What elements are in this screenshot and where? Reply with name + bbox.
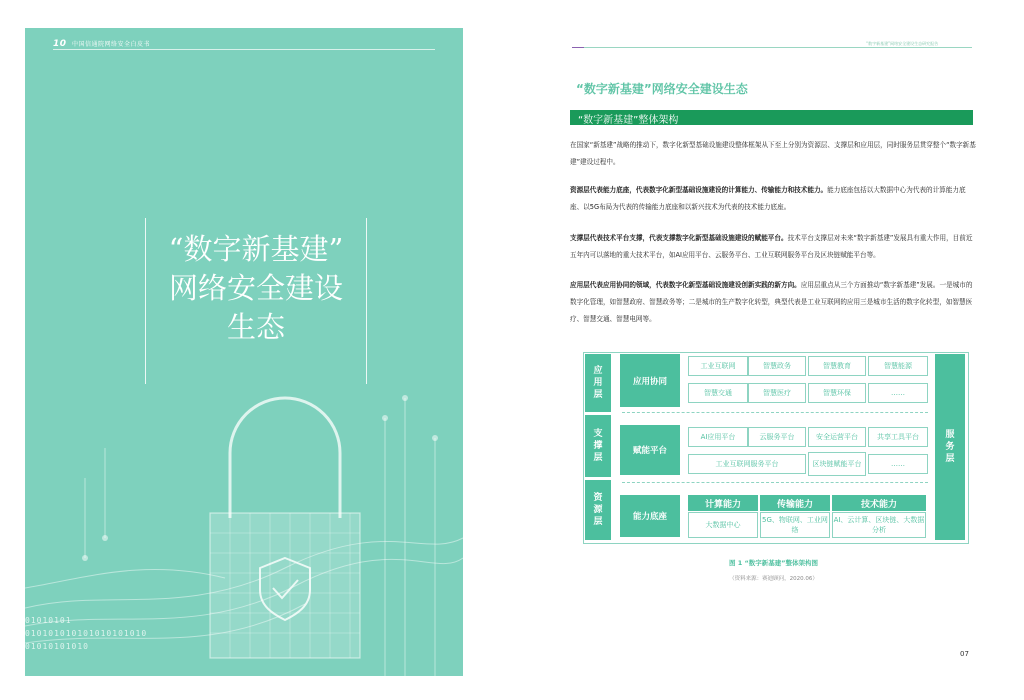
app-box-smart-environment: 智慧环保 — [808, 383, 866, 403]
paragraph-support-lead: 支撑层代表技术平台支撑，代表支撑数字化新型基础设施建设的赋能平台。 — [570, 234, 788, 242]
layer-service-label: 服务层 — [945, 430, 955, 464]
paragraph-app-lead: 应用层代表应用协同的领域，代表数字化新型基础设施建设创新实践的新方向。 — [570, 281, 801, 289]
support-row-label: 赋能平台 — [620, 425, 680, 475]
support-box-ai-platform: AI应用平台 — [688, 427, 748, 447]
header-rule — [584, 47, 972, 48]
resource-box-ai-cloud: AI、云计算、区块链、大数据分析 — [832, 512, 926, 538]
app-box-smart-energy: 智慧能源 — [868, 356, 928, 376]
cover-page — [25, 28, 463, 676]
header-rule-accent — [572, 47, 584, 48]
app-box-more: …… — [868, 383, 928, 403]
layer-service-band — [935, 354, 965, 540]
layer-resource-band — [585, 480, 611, 540]
cover-title — [121, 230, 391, 347]
left-page-number: 10 — [53, 39, 67, 49]
subheading-bar — [570, 110, 973, 125]
header-rule — [53, 49, 435, 50]
support-box-cloud-platform: 云服务平台 — [748, 427, 806, 447]
resource-box-data-center: 大数据中心 — [688, 512, 758, 538]
section-title: “数字新基建”网络安全建设生态 — [576, 82, 748, 96]
support-box-more: …… — [868, 454, 928, 474]
right-page-header: “数字新基建”网络安全建设生态研究报告 — [866, 41, 939, 46]
app-box-industrial-internet: 工业互联网 — [688, 356, 748, 376]
figure-source: （资料来源：赛迪顾问，2020.06） — [729, 576, 818, 582]
paragraph-intro: 在国家“新基建”战略的推动下，数字化新型基础设施建设整体框架从下至上分别为资源层、支撑层和应用层，同时服务层贯穿整个“数字新基建”建设过程中。 — [570, 141, 976, 166]
resource-header-compute: 计算能力 — [688, 495, 758, 511]
layer-support-label: 支撑层 — [593, 429, 603, 463]
subheading: “数字新基建”整体架构 — [578, 115, 679, 126]
paragraph-resource-body: 能力底座包括以大数据中心为代表的计算能力底座、以5G布局为代表的传输能力底座和以新兴技术为代表的技术能力底座。 — [570, 186, 966, 211]
resource-header-technology: 技术能力 — [832, 495, 926, 511]
app-box-smart-transport: 智慧交通 — [688, 383, 748, 403]
paragraph-resource-layer — [570, 182, 977, 216]
resource-header-transmission: 传输能力 — [760, 495, 830, 511]
support-box-security-platform: 安全运营平台 — [808, 427, 866, 447]
divider-dashed-1 — [622, 412, 928, 413]
paragraph-app-layer — [570, 277, 977, 328]
cover-title-line-3: 生态 — [226, 310, 285, 344]
binary-text-3: 01010101010 — [25, 642, 89, 651]
resource-box-5g-iot: 5G、物联网、工业网络 — [760, 512, 830, 538]
divider-dashed-2 — [622, 482, 928, 483]
paragraph-resource-lead: 资源层代表能力底座，代表数字化新型基础设施建设的计算能力、传输能力和技术能力。 — [570, 186, 828, 194]
resource-row-label: 能力底座 — [620, 495, 680, 537]
figure-caption: 图 1 “数字新基建”整体架构图 — [728, 559, 819, 567]
right-page-number: 07 — [960, 650, 969, 658]
binary-text-2: 010101010101010101010 — [25, 629, 148, 638]
layer-resource-label: 资源层 — [593, 493, 603, 527]
app-box-smart-education: 智慧教育 — [808, 356, 866, 376]
binary-text-1: 01010101 — [25, 616, 72, 625]
paragraph-support-layer — [570, 230, 977, 264]
layer-app-band — [585, 354, 611, 412]
support-box-shared-tools-platform: 共享工具平台 — [868, 427, 928, 447]
left-page-header — [53, 39, 150, 49]
support-box-blockchain-platform: 区块链赋能平台 — [808, 452, 866, 476]
paragraph-app-body: 应用层重点从三个方面推动“数字新基建”发展。一是城市的数字化管理，如智慧政府、智慧政务等；二是城市的生产数字化转型，典型代表是工业互联网的应用三是城市生活的数字化转型，如智慧医疗、智慧交通、智慧电网等。 — [570, 281, 973, 323]
app-box-smart-government: 智慧政务 — [748, 356, 806, 376]
support-box-industrial-internet-platform: 工业互联网服务平台 — [688, 454, 806, 474]
paragraph-support-body: 技术平台支撑层对未来“数字新基建”发展具有重大作用，目前近五年内可以落地的重大技术平台，如AI应用平台、云服务平台、工业互联网服务平台及区块链赋能平台等。 — [570, 234, 973, 259]
app-row-label: 应用协同 — [620, 354, 680, 407]
app-box-smart-medical: 智慧医疗 — [748, 383, 806, 403]
left-header-text: 中国信通院网络安全白皮书 — [71, 41, 150, 48]
cover-title-line-2: 网络安全建设 — [168, 271, 343, 305]
cover-title-line-1: “数字新基建” — [168, 232, 344, 266]
layer-support-band — [585, 415, 611, 477]
layer-app-label: 应用层 — [593, 366, 603, 400]
